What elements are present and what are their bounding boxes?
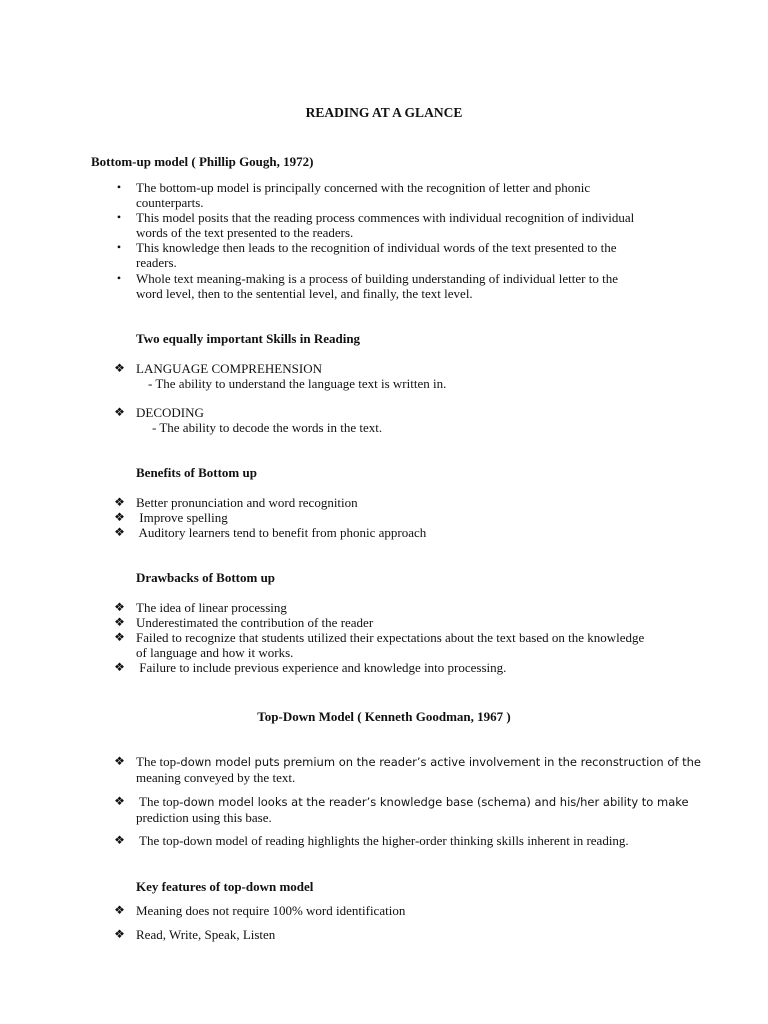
top-down-line: prediction using this base. [136,810,272,825]
top-down-item [136,754,736,785]
bullet-icon: • [116,180,122,194]
top-down-heading: Top-Down Model ( Kenneth Goodman, 1967 ) [257,709,511,724]
bullet-line: counterparts. [136,195,204,210]
bottom-up-bullet [136,271,696,301]
diamond-bullet-icon: ❖ [114,833,124,847]
diamond-bullet-icon: ❖ [114,525,124,539]
key-feature-item: Meaning does not require 100% word identification [136,903,406,918]
top-down-line: meaning conveyed by the text. [136,770,296,785]
drawback-item: Underestimated the contribution of the reader [136,615,374,630]
diamond-bullet-icon: ❖ [114,660,124,674]
skill-item: DECODING [136,405,204,420]
bullet-line: word level, then to the sentential level, and finally, the text level. [136,286,473,301]
bullet-line: The bottom-up model is principally concerned with the recognition of letter and phonic [136,180,591,195]
skill-item: LANGUAGE COMPREHENSION [136,361,322,376]
drawback-item: Failure to include previous experience and knowledge into processing. [136,660,507,675]
diamond-bullet-icon: ❖ [114,615,124,629]
diamond-bullet-icon: ❖ [114,510,124,524]
top-down-line [136,794,736,810]
bottom-up-bullet [136,210,696,240]
diamond-bullet-icon: ❖ [114,754,124,768]
drawback-item [136,630,716,660]
benefits-heading: Benefits of Bottom up [136,465,257,480]
bottom-up-bullet [136,240,696,270]
bullet-line: words of the text presented to the readers. [136,225,354,240]
top-down-item: The top-down model of reading highlights the higher-order thinking skills inherent in reading. [136,833,629,848]
skills-heading: Two equally important Skills in Reading [136,331,361,346]
bullet-line: Whole text meaning-making is a process of building understanding of individual letter to the [136,271,618,286]
bullet-line: readers. [136,255,177,270]
text-run: The top- [136,794,184,809]
drawbacks-heading: Drawbacks of Bottom up [136,570,276,585]
bullet-icon: • [116,240,122,254]
diamond-bullet-icon: ❖ [114,600,124,614]
benefit-item: Better pronunciation and word recognition [136,495,358,510]
key-features-heading: Key features of top-down model [136,879,314,894]
bullet-icon: • [116,210,122,224]
diamond-bullet-icon: ❖ [114,630,124,644]
skill-description: - The ability to decode the words in the text. [152,420,383,435]
bullet-line: This knowledge then leads to the recognition of individual words of the text presented to the [136,240,617,255]
bottom-up-bullet [136,180,696,210]
text-run: down model looks at the reader’s knowledge base (schema) and his/her ability to make [183,795,689,809]
bottom-up-heading: Bottom-up model ( Phillip Gough, 1972) [91,154,314,169]
benefit-item: Improve spelling [136,510,228,525]
diamond-bullet-icon: ❖ [114,927,124,941]
bullet-line: This model posits that the reading process commences with individual recognition of individual [136,210,635,225]
text-run: down model puts premium on the reader’s active involvement in the reconstruction of the [180,755,701,769]
benefit-item: Auditory learners tend to benefit from phonic approach [136,525,427,540]
skill-description: - The ability to understand the language text is written in. [148,376,447,391]
top-down-line [136,754,736,770]
key-feature-item: Read, Write, Speak, Listen [136,927,276,942]
diamond-bullet-icon: ❖ [114,361,124,375]
drawback-item: The idea of linear processing [136,600,287,615]
text-run: The top- [136,754,181,769]
diamond-bullet-icon: ❖ [114,794,124,808]
drawback-line: of language and how it works. [136,645,294,660]
diamond-bullet-icon: ❖ [114,903,124,917]
document-title: READING AT A GLANCE [305,105,463,120]
diamond-bullet-icon: ❖ [114,495,124,509]
drawback-line: Failed to recognize that students utilized their expectations about the text based on the knowledge [136,630,645,645]
diamond-bullet-icon: ❖ [114,405,124,419]
bullet-icon: • [116,271,122,285]
top-down-item [136,794,736,825]
